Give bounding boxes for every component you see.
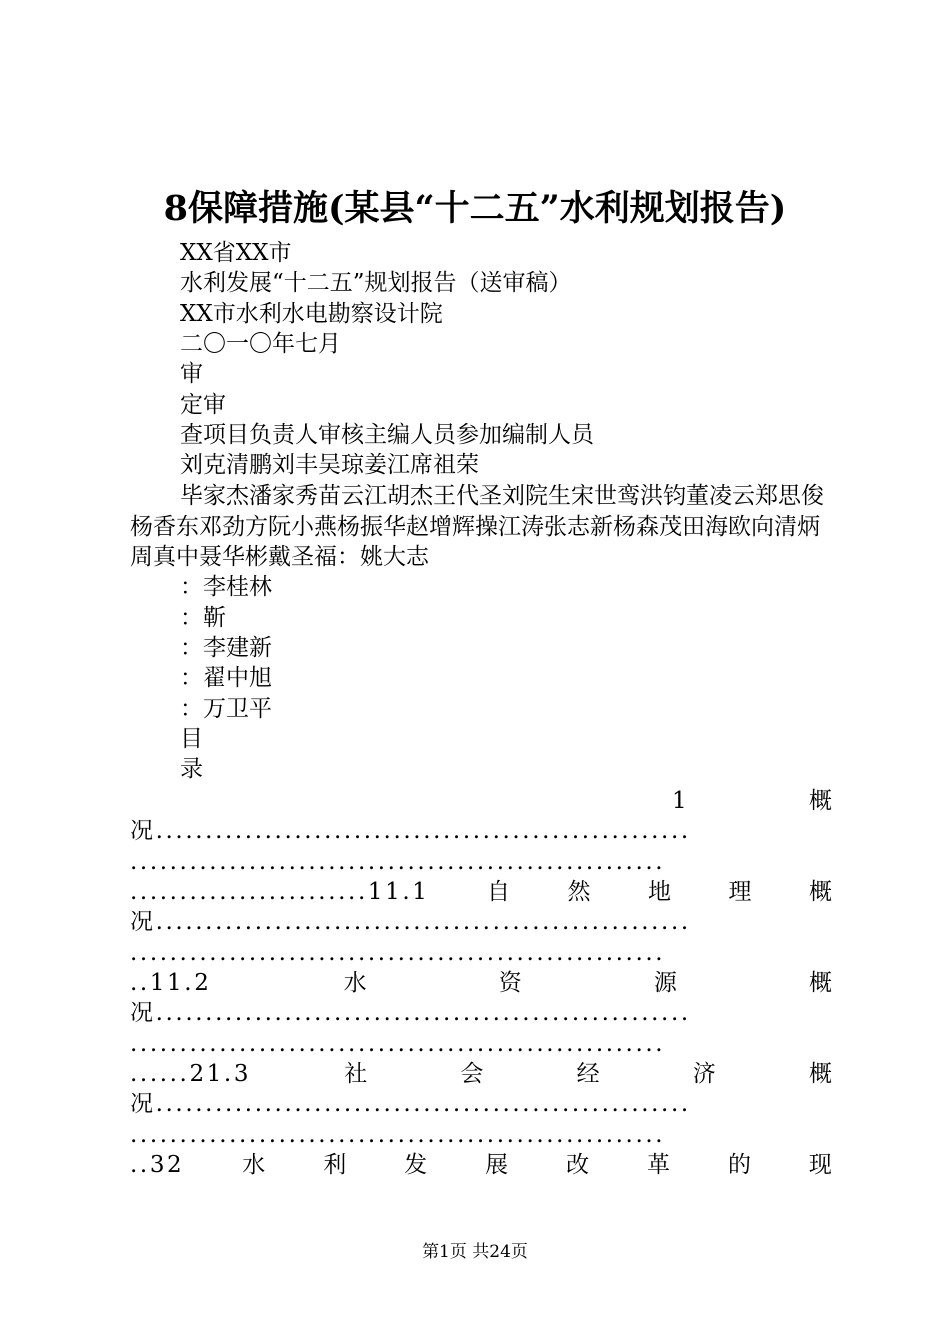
toc-line: ......................................................	[130, 1031, 666, 1057]
text-line: 目	[180, 726, 203, 752]
text-line: ：李桂林	[180, 574, 272, 600]
text-line: 二〇一〇年七月	[180, 331, 341, 357]
text-line: 查项目负责人审核主编人员参加编制人员	[180, 422, 594, 448]
text-line: 水利发展“十二五”规划报告（送审稿）	[180, 270, 572, 296]
text-line: 刘克清鹏刘丰吴琼姜江席祖荣	[180, 452, 479, 478]
page-footer: 第1页 共24页	[422, 1242, 528, 1262]
toc-line: ......................................................	[130, 1122, 666, 1148]
names-paragraph: 毕家杰潘家秀苗云江胡杰王代圣刘院生宋世鸾洪钧董凌云郑思俊杨香东邓劲方阮小燕杨振华赵增辉操江涛张志新杨森茂田海欧向清炳周真中聂华彬戴圣福：姚大志	[130, 483, 824, 570]
text-line: ：翟中旭	[180, 665, 272, 691]
text-line: ：李建新	[180, 635, 272, 661]
text-line: 审	[180, 361, 203, 387]
document-title: 8保障措施(某县“十二五”水利规划报告)	[163, 188, 787, 229]
toc-line: ......21.3 社 会 经 济 概	[130, 1061, 832, 1087]
text-line: XX省XX市	[180, 240, 292, 266]
toc-number: 1	[672, 788, 687, 814]
toc-line: 况......................................................	[130, 1000, 691, 1026]
text-line: ：靳	[180, 605, 226, 631]
toc-line: ..11.2 水 资 源 概	[130, 970, 832, 996]
text-line: ：万卫平	[180, 696, 272, 722]
toc-word: 概	[809, 788, 832, 814]
toc-line: 况......................................................	[130, 909, 691, 935]
toc-line: ......................................................	[130, 849, 666, 875]
text-line: 定审	[180, 392, 226, 418]
text-line: 录	[180, 756, 203, 782]
toc-line: ..32 水 利 发 展 改 革 的 现	[130, 1152, 832, 1178]
toc-line: ........................11.1 自 然 地 理 概	[130, 879, 832, 905]
text-line: XX市水利水电勘察设计院	[180, 301, 443, 327]
toc-line: 况......................................................	[130, 818, 691, 844]
toc-line	[130, 786, 832, 816]
toc-line: 况......................................................	[130, 1091, 691, 1117]
toc-line: ......................................................	[130, 940, 666, 966]
